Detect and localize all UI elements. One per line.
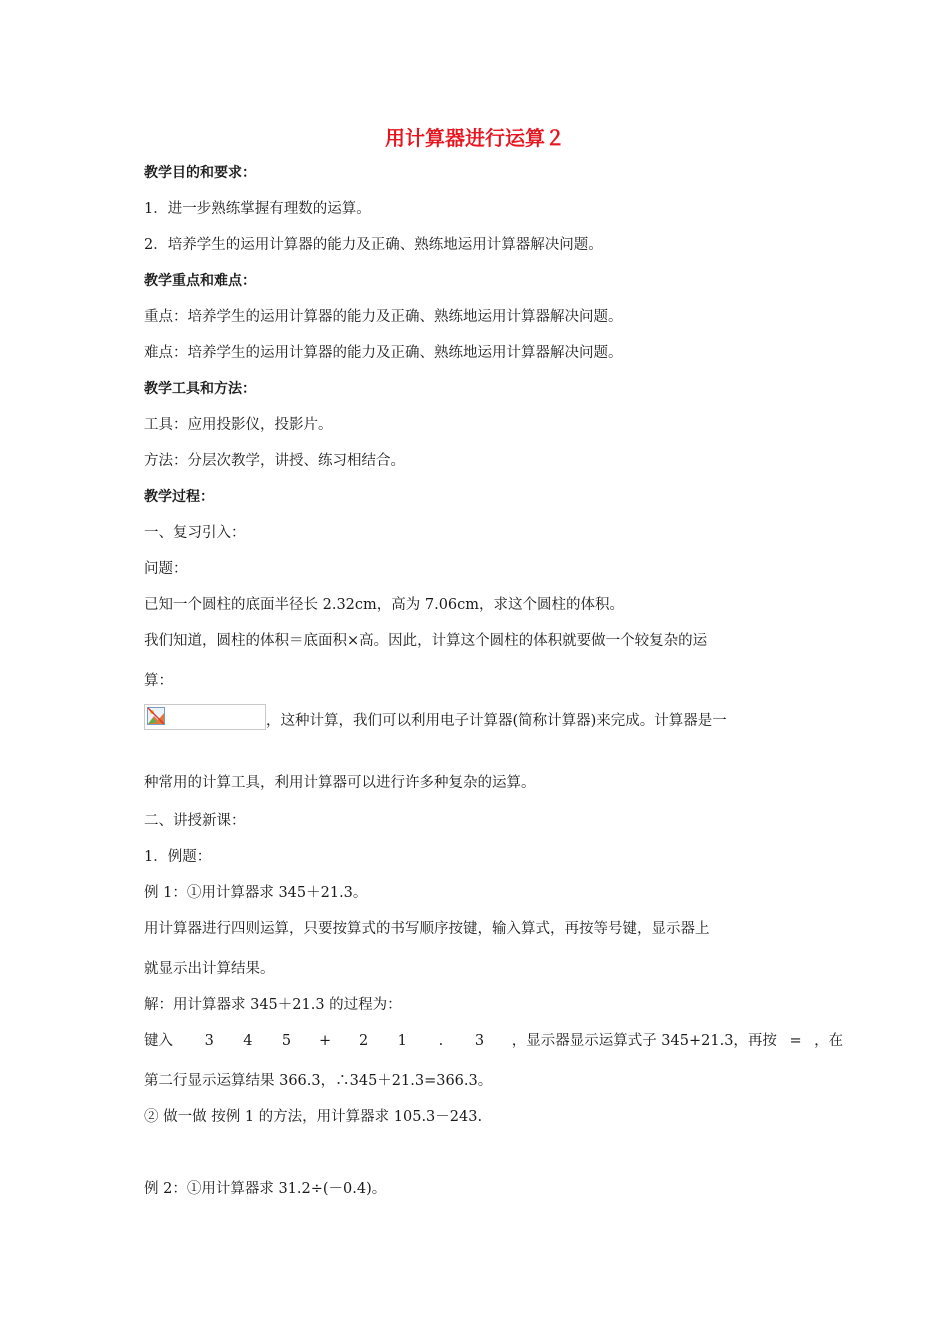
goals-heading: 教学目的和要求： — [144, 165, 256, 181]
key-3: 3 — [204, 1033, 214, 1049]
key-sequence-line — [144, 1030, 843, 1052]
key-equals: = — [789, 1033, 802, 1049]
tools-heading: 教学工具和方法： — [144, 381, 256, 397]
example-2: 例 2：①用计算器求 31.2÷(－0.4)。 — [144, 1181, 387, 1197]
new-lesson-heading: 二、讲授新课： — [144, 813, 246, 829]
keys-prefix: 键入 — [144, 1033, 173, 1049]
question-label: 问题： — [144, 561, 188, 577]
explain-line-3: 种常用的计算工具，利用计算器可以进行许多种复杂的运算。 — [144, 775, 536, 791]
broken-image-icon — [147, 707, 165, 725]
process-heading: 教学过程： — [144, 489, 214, 505]
keys-end: ，在 — [814, 1033, 844, 1049]
example-1: 例 1：①用计算器求 345＋21.3。 — [144, 885, 368, 901]
after-formula-text: ，这种计算，我们可以利用电子计算器(简称计算器)来完成。计算器是一 — [266, 713, 727, 729]
formula-image-placeholder — [144, 704, 266, 730]
key-dot: . — [438, 1033, 444, 1049]
example-1-solution: 解：用计算器求 345＋21.3 的过程为： — [144, 997, 402, 1013]
methods-text: 方法：分层次教学，讲授、练习相结合。 — [144, 453, 405, 469]
keys-suffix: ，显示器显示运算式子 345+21.3，再按 — [511, 1033, 777, 1049]
key-5: 5 — [281, 1033, 292, 1049]
review-heading: 一、复习引入： — [144, 525, 246, 541]
key-1: 1 — [397, 1033, 407, 1049]
example-1-result: 第二行显示运算结果 366.3，∴345＋21.3=366.3。 — [144, 1073, 493, 1089]
key-4: 4 — [243, 1033, 253, 1049]
goal-1: 1．进一步熟练掌握有理数的运算。 — [144, 201, 371, 217]
goal-2: 2．培养学生的运用计算器的能力及正确、熟练地运用计算器解决问题。 — [144, 237, 603, 253]
page-title: 用计算器进行运算２ — [385, 126, 565, 150]
tools-text: 工具：应用投影仪，投影片。 — [144, 417, 333, 433]
try-it: ② 做一做 按例 1 的方法，用计算器求 105.3－243. — [144, 1109, 483, 1125]
focus-hard: 难点：培养学生的运用计算器的能力及正确、熟练地运用计算器解决问题。 — [144, 345, 623, 361]
examples-label: 1．例题： — [144, 849, 212, 865]
key-plus: + — [318, 1033, 332, 1049]
key-2: 2 — [359, 1033, 369, 1049]
key-3b: 3 — [474, 1033, 485, 1049]
example-1-desc-1: 用计算器进行四则运算，只要按算式的书写顺序按键，输入算式，再按等号键，显示器上 — [144, 921, 710, 937]
focus-key: 重点：培养学生的运用计算器的能力及正确、熟练地运用计算器解决问题。 — [144, 309, 623, 325]
focus-heading: 教学重点和难点： — [144, 273, 256, 289]
question-text: 已知一个圆柱的底面半径长 2.32cm，高为 7.06cm，求这个圆柱的体积。 — [144, 597, 625, 613]
explain-line-2: 算： — [144, 673, 173, 689]
example-1-desc-2: 就显示出计算结果。 — [144, 961, 275, 977]
explain-line-1: 我们知道，圆柱的体积＝底面积×高。因此，计算这个圆柱的体积就要做一个较复杂的运 — [144, 633, 708, 649]
